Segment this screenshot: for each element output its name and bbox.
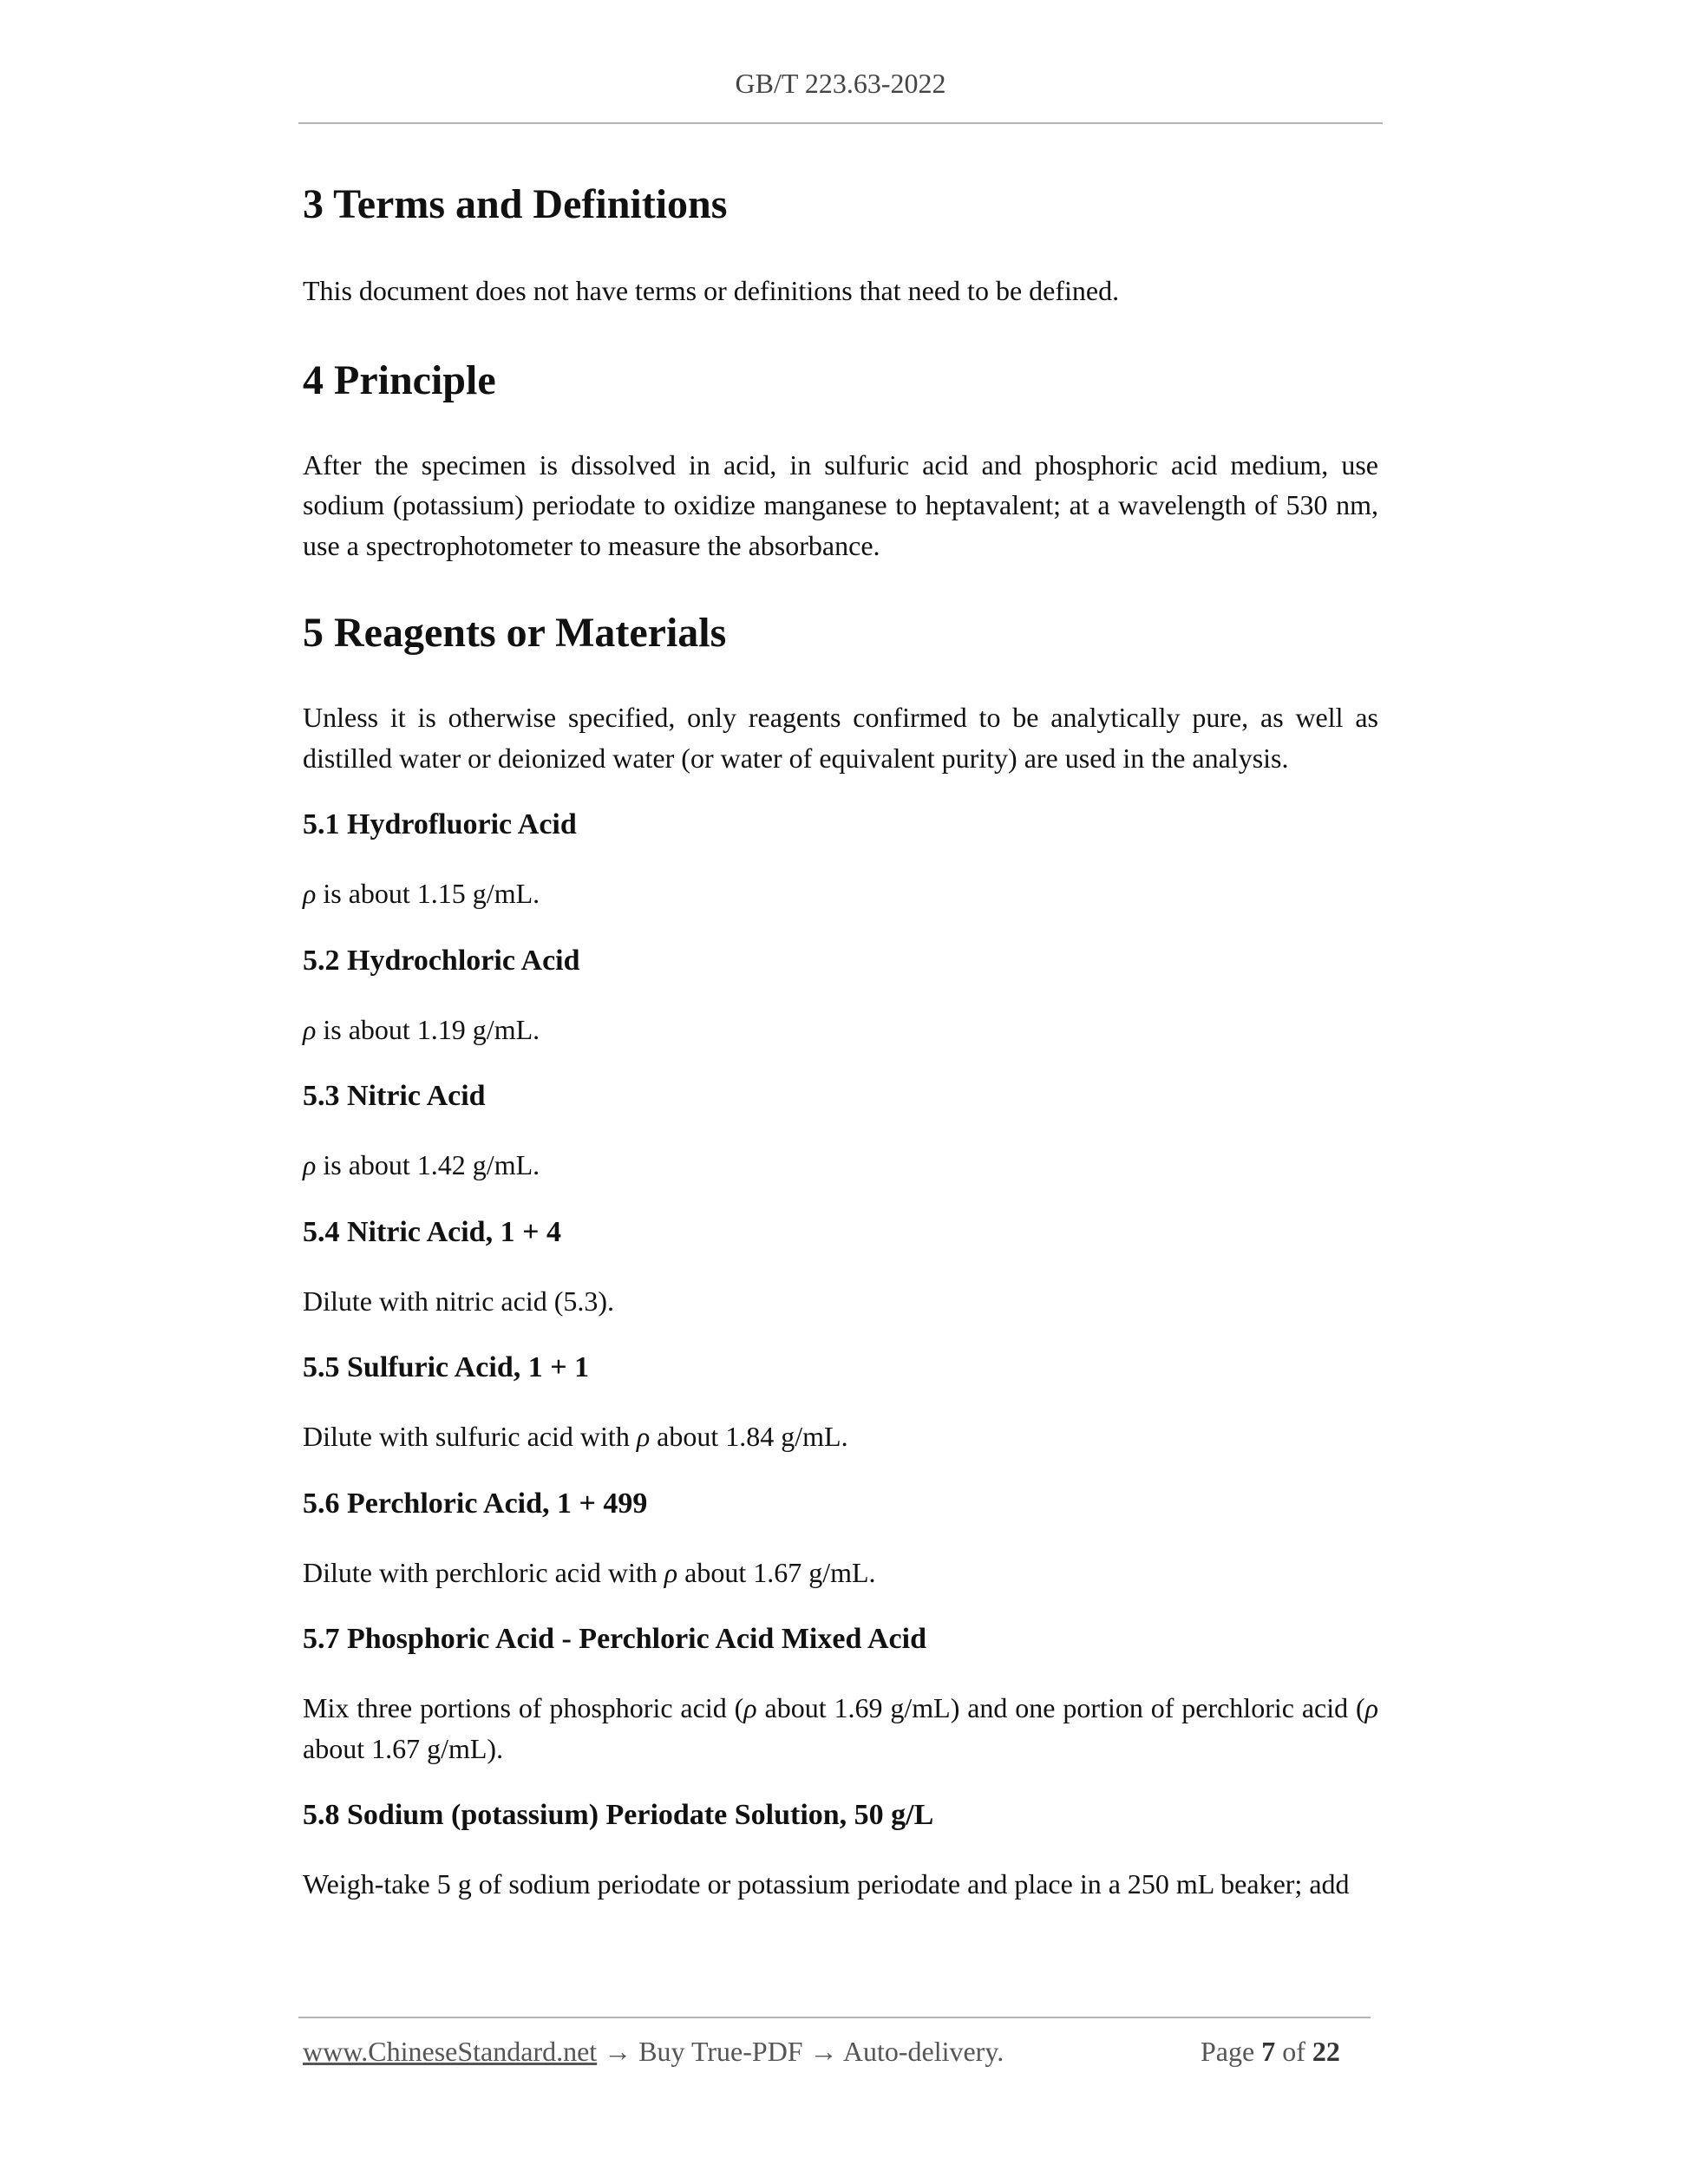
section-5-7-text-1: Mix three portions of phosphoric acid (	[303, 1692, 744, 1723]
page-content	[303, 180, 1378, 1905]
section-5-2-text: is about 1.19 g/mL.	[316, 1013, 540, 1045]
rho-symbol: ρ	[743, 1692, 757, 1723]
section-5-1-text: is about 1.15 g/mL.	[316, 878, 540, 909]
section-5-6-text-before: Dilute with perchloric acid with	[303, 1556, 664, 1588]
section-5-intro: Unless it is otherwise specified, only reagents confirmed to be analytically pure, as well as distilled water or deionized water (or water of equivalent purity) are used in the analysis.	[303, 702, 1378, 774]
section-5-3-heading: 5.3 Nitric Acid	[303, 1080, 486, 1112]
total-page-count: 22	[1312, 2036, 1340, 2067]
rho-symbol: ρ	[664, 1556, 678, 1588]
section-5-1-heading: 5.1 Hydrofluoric Acid	[303, 808, 577, 840]
rho-symbol: ρ	[636, 1421, 651, 1452]
section-5-4-heading: 5.4 Nitric Acid, 1 + 4	[303, 1215, 561, 1248]
page-indicator	[1201, 2036, 1340, 2068]
section-5-6-heading: 5.6 Perchloric Acid, 1 + 499	[303, 1487, 648, 1520]
rho-symbol: ρ	[303, 878, 317, 909]
section-5-8-heading: 5.8 Sodium (potassium) Periodate Solution, 50 g/L	[303, 1799, 934, 1831]
section-5-7-body	[303, 1688, 1378, 1769]
footer-divider	[298, 2017, 1371, 2018]
section-5-8-body: Weigh-take 5 g of sodium periodate or potassium periodate and place in a 250 mL beaker; add	[303, 1868, 1350, 1900]
section-5-7-text-3: about 1.67 g/mL).	[303, 1732, 504, 1764]
section-5-6-body	[303, 1553, 1378, 1593]
rho-symbol: ρ	[303, 1013, 317, 1045]
current-page-number: 7	[1261, 2036, 1276, 2067]
page-label: Page	[1201, 2036, 1262, 2067]
section-5-5-text-after: about 1.84 g/mL.	[650, 1421, 848, 1452]
section-5-5-heading: 5.5 Sulfuric Acid, 1 + 1	[303, 1351, 590, 1383]
section-5-5-body	[303, 1416, 1378, 1457]
rho-symbol: ρ	[1364, 1692, 1379, 1723]
section-4-heading: 4 Principle	[303, 356, 496, 403]
document-header: GB/T 223.63-2022	[735, 68, 946, 99]
page-of-label: of	[1275, 2036, 1312, 2067]
section-5-heading: 5 Reagents or Materials	[303, 610, 727, 656]
website-link[interactable]: www.ChineseStandard.net	[303, 2036, 598, 2067]
header-divider	[298, 122, 1383, 124]
section-4-body: After the specimen is dissolved in acid, in sulfuric acid and phosphoric acid medium, use sodium (potassium) periodate to oxidize manganese to heptavalent; at a wavelength of 530 nm, use a spectrophotometer to measure the absorbance.	[303, 448, 1378, 561]
section-5-6-text-after: about 1.67 g/mL.	[677, 1556, 876, 1588]
section-5-1-body	[303, 873, 1378, 914]
section-5-4-body: Dilute with nitric acid (5.3).	[303, 1285, 615, 1317]
section-5-3-text: is about 1.42 g/mL.	[316, 1149, 540, 1180]
footer-promo-text: → Buy True-PDF → Auto-delivery.	[597, 2036, 1004, 2067]
rho-symbol: ρ	[303, 1149, 317, 1180]
section-5-7-text-2: about 1.69 g/mL) and one portion of perchloric acid (	[756, 1692, 1365, 1723]
section-5-3-body	[303, 1145, 1378, 1186]
section-3-body: This document does not have terms or definitions that need to be defined.	[303, 275, 1120, 306]
section-5-7-heading: 5.7 Phosphoric Acid - Perchloric Acid Mixed Acid	[303, 1623, 926, 1655]
section-3-heading: 3 Terms and Definitions	[303, 181, 728, 227]
section-5-2-body	[303, 1010, 1378, 1050]
section-5-5-text-before: Dilute with sulfuric acid with	[303, 1421, 637, 1452]
footer-promo	[303, 2036, 1004, 2068]
section-5-2-heading: 5.2 Hydrochloric Acid	[303, 944, 580, 977]
